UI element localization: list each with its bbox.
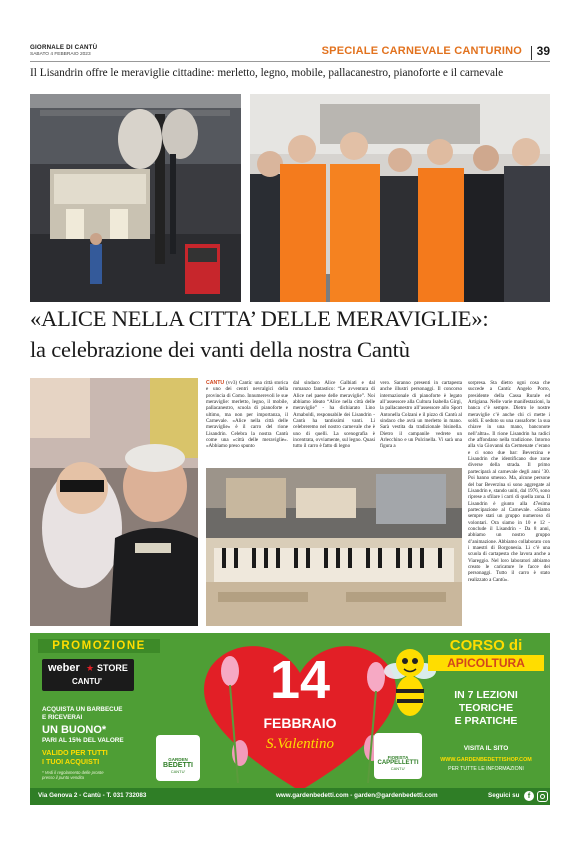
instagram-icon[interactable]	[537, 791, 548, 802]
weber-brand: weber	[48, 662, 80, 674]
ad-footer	[30, 788, 550, 805]
fiorista-top: FIORISTA	[387, 755, 409, 760]
promo-fine-print	[42, 770, 104, 780]
valentine-day: 14	[269, 650, 331, 710]
issue-date: SABATO 4 FEBBRAIO 2023	[30, 52, 91, 57]
article-column-2	[293, 380, 375, 465]
course-visit: VISITA IL SITO	[463, 745, 509, 752]
promo-valid	[42, 748, 108, 766]
promo-buono-sub: PARI AL 15% DEL VALORE	[42, 737, 124, 744]
article-column-1-text: (vv3) Cantù: una città storica e uno dei centri nevralgici della provincia di Como. Innumerevoli le sue meraviglie: merletto, legno, il mobile, pallacanestro, scuola di pianoforte e ultimo, ma non per importanza, il Carnevale. «Alice nella città delle meraviglie» è il carro del rione Lisandrin. Celebra la nostra Cantù come una «città delle meraviglie». «Abbiamo preso spunto	[206, 380, 288, 450]
promo-fine-print-2: presso il punto vendita	[42, 775, 84, 781]
photo-volunteers-group	[250, 94, 550, 302]
photo-float-workshop	[30, 94, 241, 302]
course-lessons-2: TEORICHE	[458, 702, 514, 714]
course-subject: APICOLTURA	[428, 655, 544, 671]
footer-web[interactable]: www.gardenbedetti.com - garden@gardenbedetti.com	[276, 792, 438, 799]
fiorista-name: CAPPELLETTI	[377, 760, 419, 766]
promo-buono: UN BUONO*	[42, 724, 107, 736]
garden-bedetti-logo	[156, 735, 200, 781]
photo-piano-float	[206, 468, 462, 626]
newspaper-name: GIORNALE DI CANTÙ	[30, 44, 98, 51]
photo-float-workshop-image	[30, 94, 241, 302]
page-number: 39	[536, 44, 550, 58]
article-column-3	[380, 380, 462, 465]
subheadline: Il Lisandrin offre le meraviglie cittadine: merletto, legno, mobile, pallacanestro, pianoforte e il carnevale	[30, 67, 504, 79]
course-info: PER TUTTE LE INFORMAZIONI	[448, 766, 524, 772]
article-column-1	[206, 380, 288, 465]
footer-follow: Seguici su	[488, 792, 520, 799]
photo-piano-image	[206, 468, 462, 626]
section-title: SPECIALE CARNEVALE CANTURINO	[321, 45, 522, 57]
article-kicker: CANTÙ	[206, 380, 225, 386]
promo-line-1: ACQUISTA UN BARBECUE	[42, 706, 123, 713]
masthead-divider	[531, 46, 532, 60]
course-lessons	[430, 689, 542, 728]
promo-line-2: E RICEVERAI	[42, 714, 83, 721]
weber-store-city: CANTU'	[72, 677, 102, 686]
garden-bedetti-top: GARDEN	[168, 757, 188, 762]
promo-title: PROMOZIONE	[38, 639, 160, 653]
fiorista-cappelletti-logo	[374, 733, 422, 779]
garden-bedetti-name: BEDETTI	[163, 762, 193, 769]
tulip-icon	[221, 656, 239, 686]
garden-bedetti-ad	[30, 633, 550, 805]
garden-bedetti-city: CANTU'	[170, 769, 186, 774]
article-column-2-text: dal sindaco Alice Galbiati e dal romanzo fantastico: “Le avventura di Alice nel paese delle meraviglie”. Noi abbiamo ideato “Alice nella città delle meraviglie” - ha dichiarato Lino Arnaboldi, responsabile dei Lisandrin - Cantù ha tantissimi vanti. Li celebreremo nel nostro carnevale che è uno di quelli. La scenografia è incentrata, ovviamente, sul legno. Quasi tutto il carro è fatto di legno	[293, 380, 375, 450]
course-lessons-3: E PRATICHE	[454, 715, 518, 727]
footer-address: Via Genova 2 - Cantù - T. 031 732083	[38, 792, 147, 799]
promo-fine-print-1: * Vedi il regolamento delle pronte	[42, 770, 104, 775]
photo-portrait-image	[30, 378, 198, 626]
headline-line-2: la celebrazione dei vanti della nostra Cantù	[30, 337, 410, 362]
promo-valid-1: VALIDO PER TUTTI	[42, 748, 108, 757]
fiorista-city: CANTU'	[390, 766, 406, 771]
article-column-4-text: sorpresa. Sta dietro ogni cosa che succede a Cantù: Angelo Porro, presidente della Cassa Rurale ed Artigiana. Nelle varie manifestazioni, la banca c’è sempre. Dietro le nostre meraviglie c’è anche chi ci mette i soldi. E seduto su una cassaforte: la sua chiave in una mano, banconote nell’altra». Il rione Lisandrin ha radici che affondano nella tradizione. Intorno alla via Giovanni da Cermenate c’erano e ci sono due bar: Beverzina e Lisandrin che identificano due zone diverse della strada. Il primo parteciparà al carnevale degli anni ’30. Poi hanno smesso. Ma, alcune persone del bar Beverzina si sono aggregate al Lisandrin e, stando uniti, dal 1976, sono riprese a sfilare i carri di quella zona. Il Lisandrin è giunto alla 47esima partecipazione al Carnevale. «Siamo sempre stati un gruppo numeroso di volontari. Ora siamo in 10 e 12 - conclude il Lisandrin - Da 8 anni, abbiamo un nostro gruppo d’animazione. Abbiamo collaborato con i maestri di Borgonesia. Lì c’è una scuola di cartapesta che lavora anche a Viareggio. Nel loro laboratori abbiamo creato le caricature le facce dei personaggi. Tutto il carro è stato realizzato a Cantù».	[468, 380, 550, 583]
valentine-month: FEBBRAIO	[263, 715, 337, 731]
facebook-icon[interactable]: f	[524, 791, 534, 801]
masthead-rule	[30, 61, 550, 62]
course-site-link[interactable]: WWW.GARDENBEDETTISHOP.COM	[440, 757, 532, 763]
valentine-saint: S.Valentino	[266, 736, 334, 752]
article-column-4	[468, 380, 550, 626]
promo-offer	[42, 706, 122, 722]
weber-store-word: STORE	[97, 663, 128, 673]
photo-portrait-child-and-man	[30, 378, 198, 626]
headline-line-1: «ALICE NELLA CITTA’ DELLE MERAVIGLIE»:	[30, 306, 489, 331]
promo-valid-2: I TUOI ACQUISTI	[42, 757, 100, 766]
weber-star-icon: ★	[86, 663, 95, 673]
article-column-3-text: vero. Saranno presenti in cartapesta anche illustri personaggi. Il concorso internazionale di pianoforte è legato all’assessore alla Cultura Isabella Girgi, la pallacanestro all’assessore allo Sport Antonella Colzani e il pizzo di Cantù al sindaco che avrà un merletto in mano. Sarà vestita da tradizionale bisinella. Dietro il campanile vedrete un Arlecchino e un Pulcinella. Vi sarà una figura a	[380, 380, 462, 450]
course-title: CORSO di	[449, 637, 523, 654]
course-lessons-1: IN 7 LEZIONI	[454, 689, 518, 701]
photo-volunteers-group-image	[250, 94, 550, 302]
weber-store-logo	[42, 659, 134, 691]
